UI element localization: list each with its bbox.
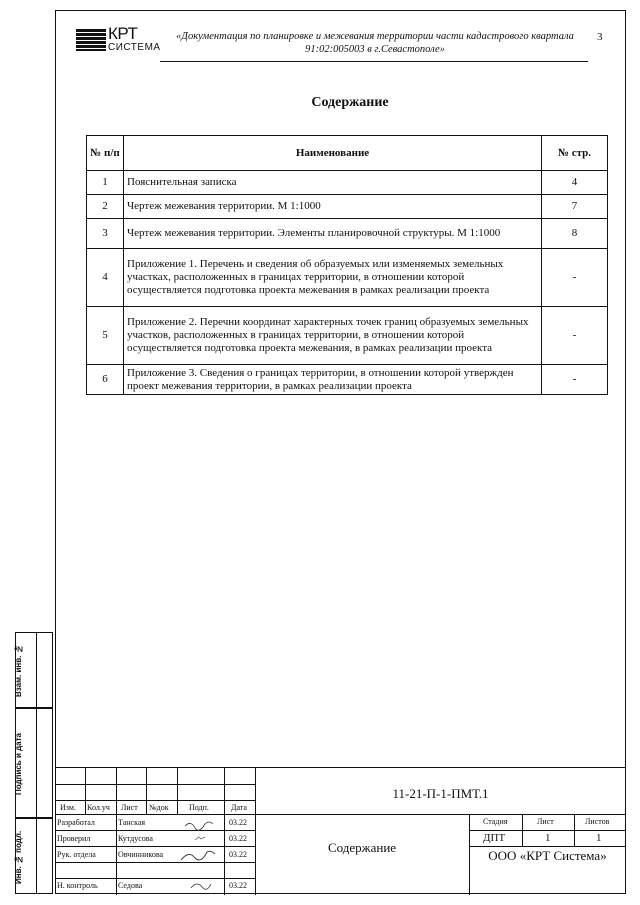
- toc-row: [87, 307, 608, 365]
- side-label-sign-date: Подпись и дата: [14, 733, 23, 795]
- sheet-label: Лист: [537, 817, 554, 826]
- side-stamp-inv-orig: [15, 818, 53, 894]
- stamp-vline: [522, 814, 523, 846]
- toc-row-title: Приложение 1. Перечень и сведения об образуемых или изменяемых земельных участках, расположенных в границах территории, в отношении которой осуществляется подготовка проекта межевания в рамках реализации проекта: [124, 249, 542, 307]
- title-block: [55, 767, 626, 895]
- toc-row-title: Чертеж межевания территории. М 1:1000: [124, 195, 542, 219]
- toc-heading: Содержание: [311, 95, 389, 110]
- toc-row-page: 8: [542, 219, 608, 249]
- stamp-line: [469, 846, 626, 847]
- stamp-vline: [574, 814, 575, 846]
- stamp-line: [469, 830, 626, 831]
- toc-table: [86, 135, 608, 395]
- stamp-vline: [116, 768, 117, 895]
- toc-row-num: 1: [87, 171, 124, 195]
- company-name: ООО «КРТ Система»: [488, 848, 607, 863]
- logo-text-top: КРТ: [108, 24, 138, 43]
- toc-row-page: -: [542, 365, 608, 395]
- sheet-value: 1: [545, 832, 551, 844]
- stamp-line: [55, 846, 255, 847]
- stamp-role: Н. контроль: [57, 881, 98, 890]
- stamp-header-podp: Подп.: [189, 803, 209, 812]
- side-label-inv-orig: Инв. № подл.: [14, 830, 23, 884]
- side-stamp-replaced: [15, 632, 53, 708]
- stage-label: Стадия: [483, 817, 508, 826]
- col-num-header: № п/п: [87, 136, 124, 171]
- side-column-divider: [36, 819, 37, 893]
- side-label-replaced: Взам. инв. №: [14, 644, 23, 698]
- stamp-role: Рук. отдела: [57, 850, 96, 859]
- stamp-header-koluch: Кол.уч: [87, 803, 110, 812]
- toc-row: [87, 249, 608, 307]
- col-name-header: Наименование: [124, 136, 542, 171]
- stamp-date: 03.22: [229, 850, 247, 859]
- side-column-divider: [36, 709, 37, 817]
- company-logo: [76, 24, 161, 62]
- stamp-vline: [146, 768, 147, 814]
- logo-text-bottom: СИСТЕМА: [108, 42, 161, 53]
- stamp-date: 03.22: [229, 881, 247, 890]
- stamp-header-izm: Изм.: [60, 803, 76, 812]
- toc-row: [87, 195, 608, 219]
- toc-row: [87, 365, 608, 395]
- stamp-role: Разработал: [57, 818, 95, 827]
- sheets-label: Листов: [585, 817, 610, 826]
- stamp-vline: [224, 768, 225, 895]
- stamp-line: [55, 878, 255, 879]
- stage-value: ДПТ: [483, 832, 506, 844]
- stamp-vline: [177, 768, 178, 814]
- toc-row: [87, 171, 608, 195]
- toc-row-title: Приложение 2. Перечни координат характерных точек границ образуемых земельных участков, расположенных в границах территории, в отношении которой осуществляется подготовка проекта межевания, в рамках реализации проекта: [124, 307, 542, 365]
- toc-row-num: 6: [87, 365, 124, 395]
- stamp-role: Проверил: [57, 834, 91, 843]
- toc-row-title: Чертеж межевания территории. Элементы планировочной структуры. М 1:1000: [124, 219, 542, 249]
- stamp-header-ndok: №док: [149, 803, 169, 812]
- col-page-header: № стр.: [542, 136, 608, 171]
- toc-header-row: [87, 136, 608, 171]
- toc-row-num: 4: [87, 249, 124, 307]
- toc-row-page: -: [542, 249, 608, 307]
- toc-row-page: -: [542, 307, 608, 365]
- signatures-image: [177, 816, 223, 894]
- stamp-vline: [85, 768, 86, 814]
- document-title: «Документация по планировке и межевания территории части кадастрового квартала 91:02:005003 в г.Севастополе»: [176, 31, 574, 55]
- header-divider: [160, 61, 588, 62]
- stamp-header-list: Лист: [121, 803, 138, 812]
- stamp-line: [55, 830, 255, 831]
- stamp-date: 03.22: [229, 834, 247, 843]
- stamp-person: Кутдусова: [118, 834, 153, 843]
- sheets-value: 1: [596, 832, 602, 844]
- toc-row-page: 7: [542, 195, 608, 219]
- logo-bars-icon: [76, 29, 106, 51]
- stamp-person: Танская: [118, 818, 146, 827]
- sheet-name: Содержание: [327, 840, 397, 855]
- toc-row-num: 2: [87, 195, 124, 219]
- stamp-date: 03.22: [229, 818, 247, 827]
- toc-row-page: 4: [542, 171, 608, 195]
- page-number: 3: [597, 31, 603, 43]
- document-number: 11-21-П-1-ПМТ.1: [392, 786, 489, 801]
- side-column-divider: [36, 633, 37, 707]
- side-stamp-sign-date: [15, 708, 53, 818]
- stamp-header-data: Дата: [231, 803, 247, 812]
- toc-row-title: Пояснительная записка: [124, 171, 542, 195]
- toc-row-title: Приложение 3. Сведения о границах территории, в отношении которой утвержден проект межевания территории, в рамках реализации проекта: [124, 365, 542, 395]
- stamp-person: Седова: [118, 881, 143, 890]
- stamp-person: Овчинникова: [118, 850, 164, 859]
- stamp-line: [55, 862, 255, 863]
- toc-row: [87, 219, 608, 249]
- toc-row-num: 5: [87, 307, 124, 365]
- toc-row-num: 3: [87, 219, 124, 249]
- stamp-line: [55, 814, 626, 815]
